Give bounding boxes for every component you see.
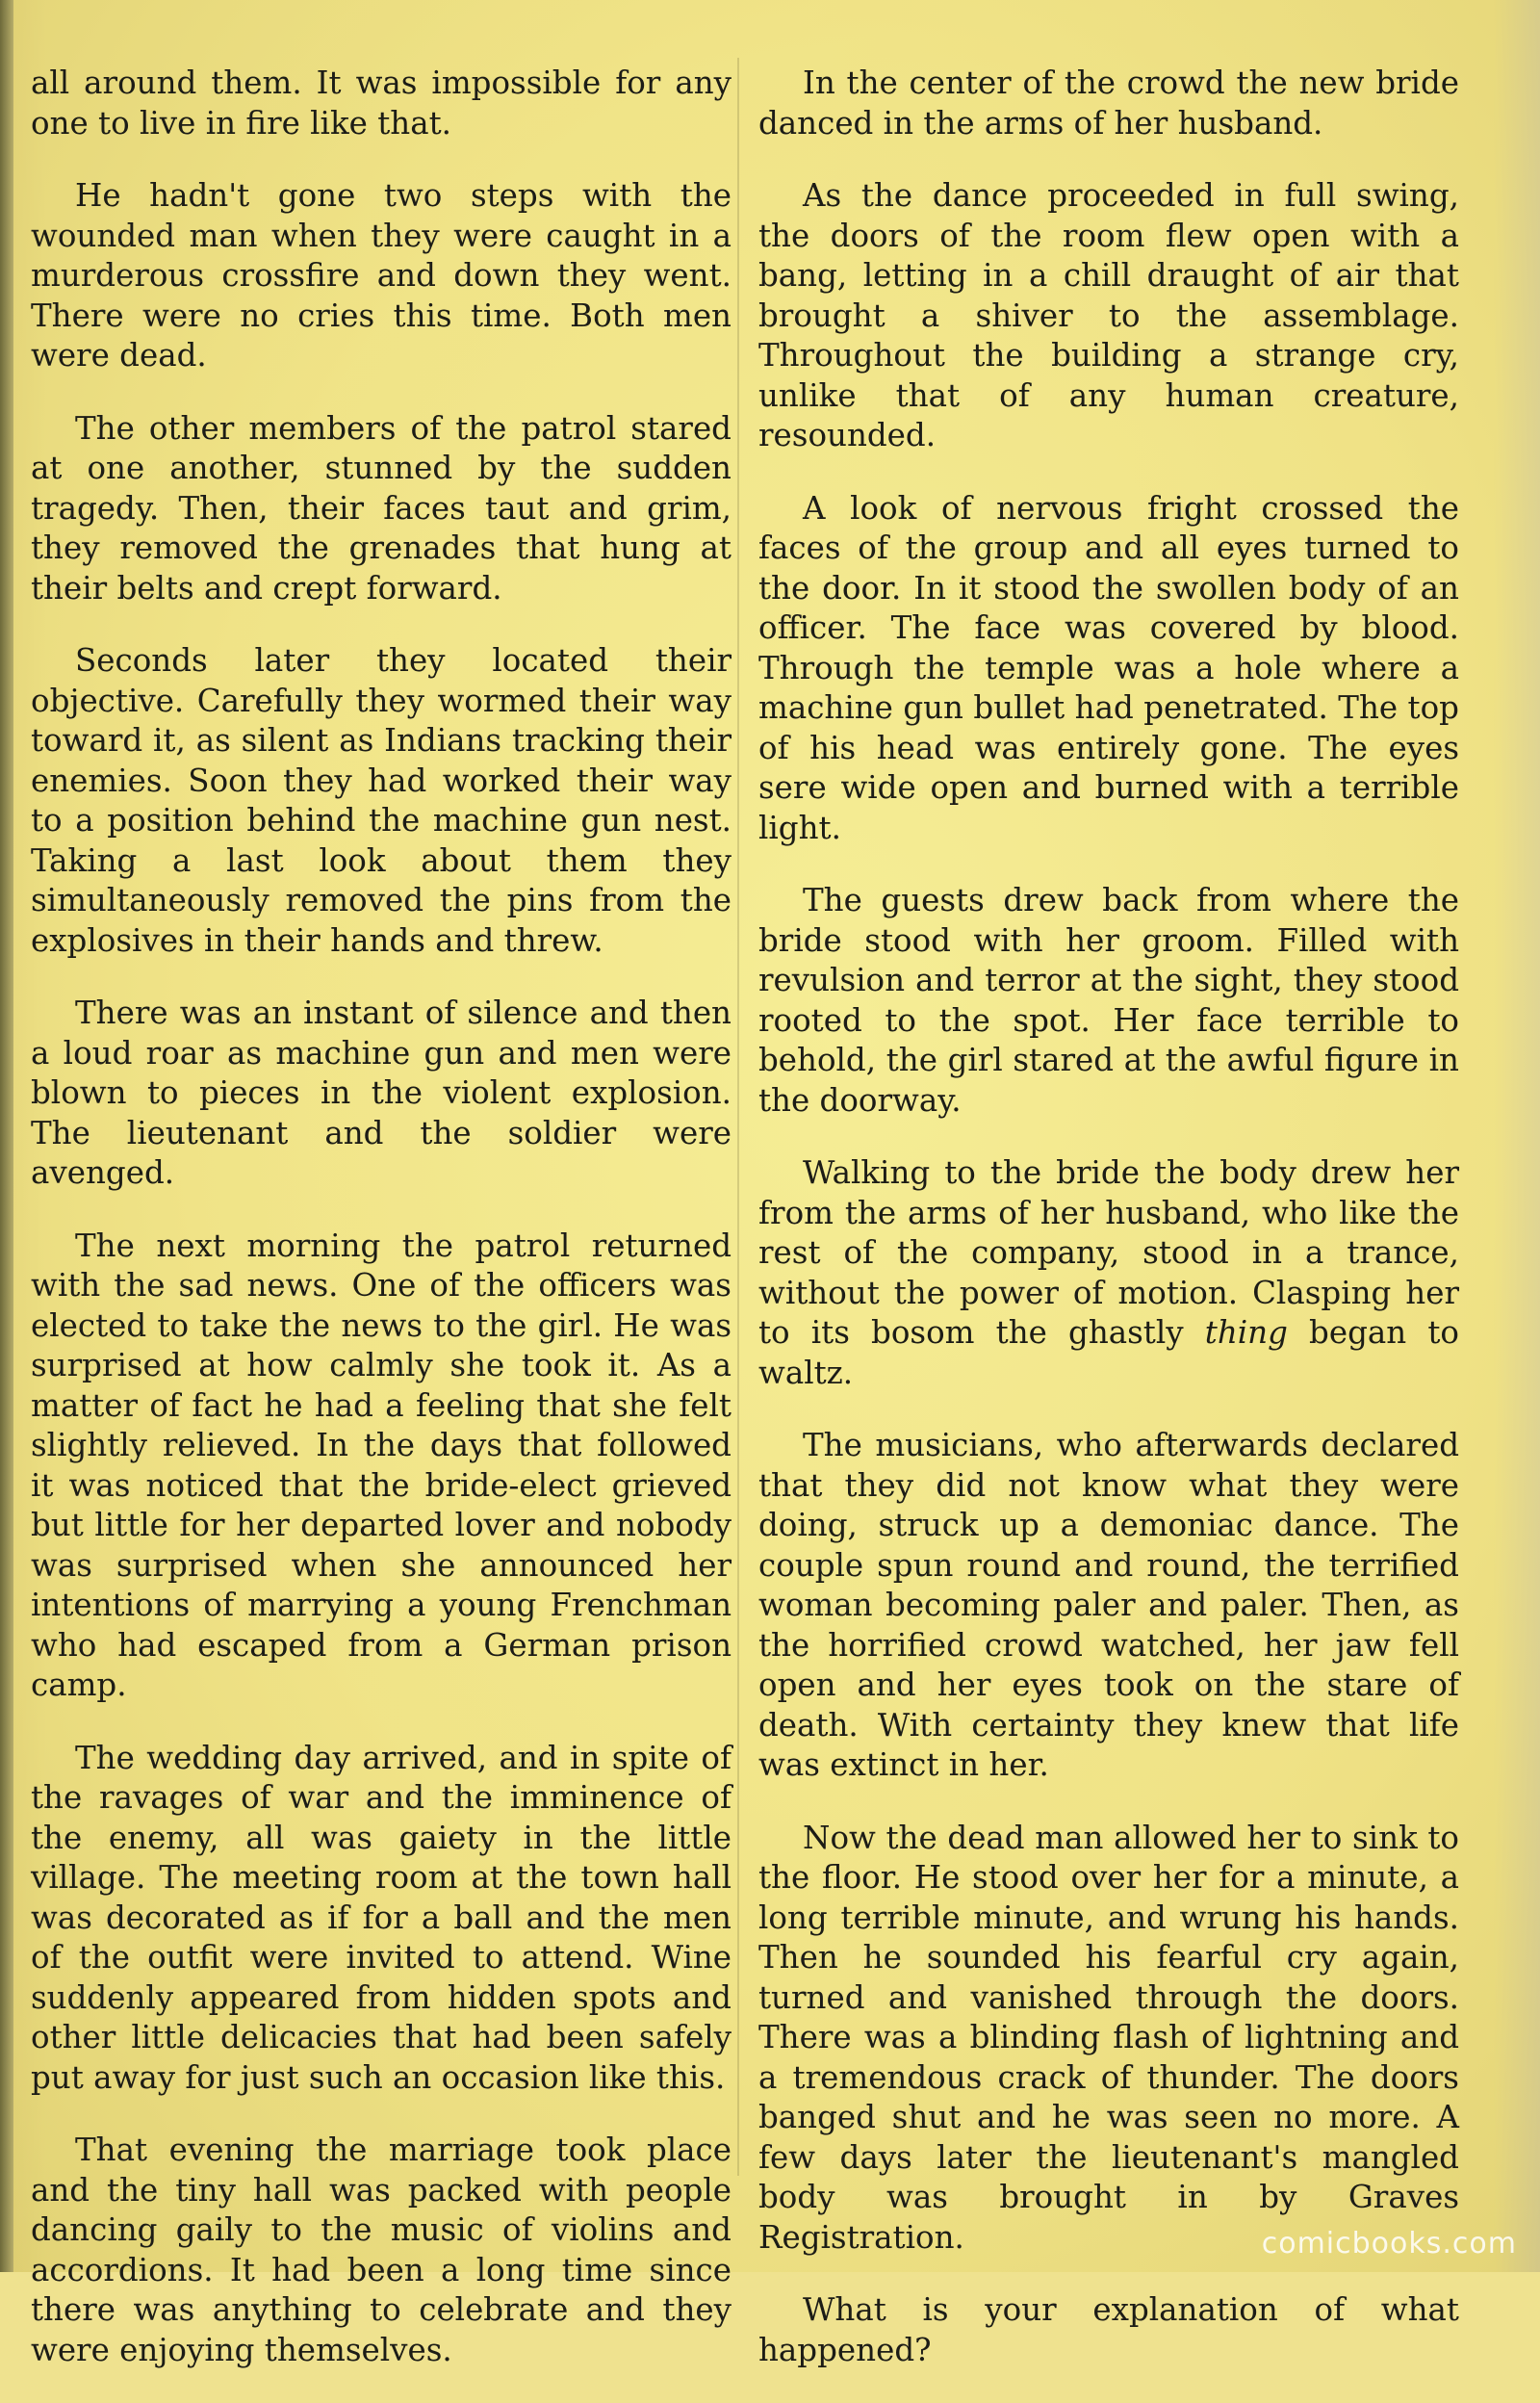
paragraph-with-italic (758, 1153, 1459, 1393)
right-text-column (758, 64, 1459, 2403)
paragraph: In the center of the crowd the new bride danced in the arms of her husband. (758, 65, 1459, 142)
paragraph-text: Walking to the bride the body drew her from the arms of her husband, who like the rest of the company, stood in a trance, without the power of motion. Clasping her to its bosom the ghastly (758, 1154, 1459, 1351)
paragraph: The musicians, who afterwards declared that they did not know what they were doing, struck up a demoniac dance. The couple spun round and round, the terrified woman becoming paler and paler. Then, as the horrified crowd watched, her jaw fell open and her eyes took on the stare of death. With certainty they knew that life was extinct in her. (758, 1427, 1459, 1783)
paragraph: There was an instant of silence and then a loud roar as machine gun and men were blown to pieces in the violent explosion. The lieutenant and the soldier were avenged. (31, 995, 732, 1191)
paragraph: What is your explanation of what happened? (758, 2291, 1459, 2368)
paragraph: That evening the marriage took place and the tiny hall was packed with people dancing gaily to the music of violins and accordions. It had been a long time since there was anything to celebrate and they were enjoying themselves. (31, 2132, 732, 2368)
paragraph: A look of nervous fright crossed the faces of the group and all eyes turned to the door. In it stood the swollen body of an officer. The face was covered by blood. Through the temple was a hole where a machine gun bullet had penetrated. The top of his head was entirely gone. The eyes sere wide open and burned with a terrible light. (758, 489, 1459, 846)
paragraph-text-end: began to waltz. (758, 1314, 1459, 1391)
paragraph: The other members of the patrol stared at one another, stunned by the sudden tragedy. Then, their faces taut and grim, they removed the grenades that hung at their belts and crept forward. (31, 409, 732, 607)
paragraph: all around them. It was impossible for any one to live in fire like that. (31, 65, 732, 142)
paragraph: The guests drew back from where the bride stood with her groom. Filled with revulsion and terror at the sight, they stood rooted to the spot. Her face terrible to behold, the girl stared at the awful figure in the doorway. (758, 882, 1459, 1119)
column-gutter (737, 58, 739, 2176)
paragraph: The next morning the patrol returned with the sad news. One of the officers was elected to take the news to the girl. He was surprised at how calmly she took it. As a matter of fact he had a feeling that she felt slightly relieved. In the days that followed it was noticed that the bride-elect grieved but little for her departed lover and nobody was surprised when she announced her intentions of marrying a young Frenchman who had escaped from a German prison camp. (31, 1227, 732, 1703)
paragraph: As the dance proceeded in full swing, the doors of the room flew open with a bang, letting in a chill draught of air that brought a shiver to the assemblage. Throughout the building a strange cry, unlike that of any human creature, resounded. (758, 177, 1459, 453)
paragraph: Seconds later they located their objective. Carefully they wormed their way toward it, as silent as Indians tracking their enemies. Soon they had worked their way to a position behind the machine gun nest. Taking a last look about them they simultaneously removed the pins from the explosives in their hands and threw. (31, 642, 732, 959)
left-text-column (31, 64, 732, 2403)
italic-word: thing (1204, 1314, 1288, 1351)
paragraph: Now the dead man allowed her to sink to the floor. He stood over her for a minute, a long terrible minute, and wrung his hands. Then he sounded his fearful cry again, turned and vanished through the doors. There was a blinding flash of lightning and a tremendous crack of thunder. The doors banged shut and he was seen no more. A few days later the lieutenant's mangled body was brought in by Graves Registration. (758, 1819, 1459, 2256)
watermark: comicbooks.com (1261, 2227, 1517, 2261)
paragraph: He hadn't gone two steps with the wounded man when they were caught in a murderous crossfire and down they went. There were no cries this time. Both men were dead. (31, 177, 732, 374)
paragraph: The wedding day arrived, and in spite of the ravages of war and the imminence of the enemy, all was gaiety in the little village. The meeting room at the town hall was decorated as if for a ball and the men of the outfit were invited to attend. Wine suddenly appeared from hidden spots and other little delicacies that had been safely put away for just such an occasion like this. (31, 1739, 732, 2096)
